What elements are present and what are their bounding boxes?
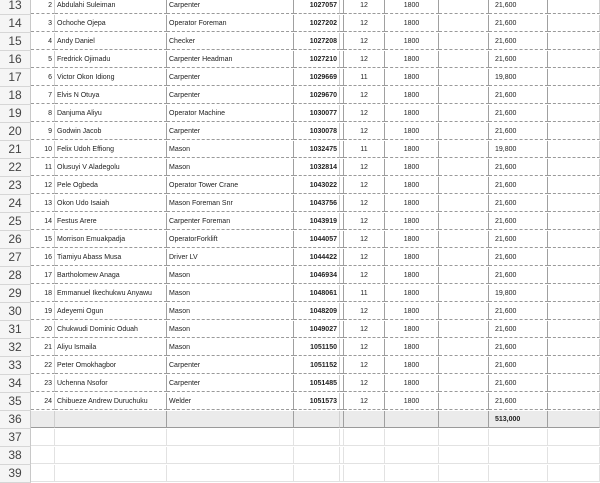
cell-worker-name[interactable]: Aliyu Ismaila: [55, 339, 167, 356]
table-row: [0, 51, 600, 69]
cell-empty[interactable]: [548, 375, 600, 392]
table-row: [0, 33, 600, 51]
cell-rate[interactable]: 1800: [385, 105, 439, 122]
cell-staff-id[interactable]: 1032814: [294, 159, 340, 176]
cell-empty[interactable]: [31, 411, 55, 428]
cell-empty[interactable]: [439, 69, 489, 86]
cell-worker-name[interactable]: Olusuyi V Aladegolu: [55, 159, 167, 176]
cell-total[interactable]: 21,600: [489, 303, 548, 320]
cell-serial-number[interactable]: 23: [31, 375, 55, 392]
cell-rate[interactable]: 1800: [385, 123, 439, 140]
table-row: [0, 213, 600, 231]
cell-empty[interactable]: [548, 339, 600, 356]
cell-position[interactable]: Mason: [167, 159, 294, 176]
cell-rate[interactable]: 1800: [385, 375, 439, 392]
cell-empty[interactable]: [439, 15, 489, 32]
cell-serial-number[interactable]: 15: [31, 231, 55, 248]
cell-worker-name[interactable]: Fredrick Ojimadu: [55, 51, 167, 68]
cell-empty[interactable]: [439, 393, 489, 410]
cell-days[interactable]: 11: [344, 285, 385, 302]
cell-days[interactable]: 12: [344, 15, 385, 32]
cell-rate[interactable]: 1800: [385, 339, 439, 356]
cell-rate[interactable]: 1800: [385, 303, 439, 320]
cell-position[interactable]: Mason Foreman Snr: [167, 195, 294, 212]
cell-days[interactable]: 12: [344, 231, 385, 248]
cell-worker-name[interactable]: Danjuma Aliyu: [55, 105, 167, 122]
cell-total[interactable]: 19,800: [489, 141, 548, 158]
cell-worker-name[interactable]: Tiamiyu Abass Musa: [55, 249, 167, 266]
cell-staff-id[interactable]: 1049027: [294, 321, 340, 338]
row-header[interactable]: 31: [0, 321, 31, 339]
table-row: [0, 303, 600, 321]
row-header[interactable]: 22: [0, 159, 31, 177]
cell-empty[interactable]: [548, 465, 600, 482]
cell-position[interactable]: Operator Foreman: [167, 15, 294, 32]
cell-empty[interactable]: [439, 357, 489, 374]
table-row: [0, 69, 600, 87]
cell-empty[interactable]: [548, 177, 600, 194]
cell-empty[interactable]: [548, 51, 600, 68]
cell-staff-id[interactable]: 1044057: [294, 231, 340, 248]
cell-empty[interactable]: [548, 33, 600, 50]
cell-empty[interactable]: [548, 303, 600, 320]
cell-empty[interactable]: [167, 429, 294, 446]
cell-empty[interactable]: [439, 429, 489, 446]
row-header[interactable]: 23: [0, 177, 31, 195]
cell-empty[interactable]: [489, 447, 548, 464]
cell-days[interactable]: 12: [344, 33, 385, 50]
cell-total[interactable]: 19,800: [489, 285, 548, 302]
cell-serial-number[interactable]: 2: [31, 0, 55, 14]
cell-empty[interactable]: [439, 267, 489, 284]
cell-empty[interactable]: [439, 447, 489, 464]
cell-serial-number[interactable]: 20: [31, 321, 55, 338]
cell-position[interactable]: Carpenter: [167, 123, 294, 140]
cell-position[interactable]: Mason: [167, 285, 294, 302]
cell-position[interactable]: Operator Machine: [167, 105, 294, 122]
cell-total[interactable]: 21,600: [489, 231, 548, 248]
cell-days[interactable]: 12: [344, 195, 385, 212]
cell-staff-id[interactable]: 1051152: [294, 357, 340, 374]
cell-days[interactable]: 11: [344, 69, 385, 86]
cell-worker-name[interactable]: Morrison Emuakpadja: [55, 231, 167, 248]
table-row: [0, 105, 600, 123]
cell-total[interactable]: 21,600: [489, 33, 548, 50]
cell-empty[interactable]: [31, 429, 55, 446]
cell-position[interactable]: Mason: [167, 303, 294, 320]
empty-row: [0, 447, 600, 465]
cell-total[interactable]: 21,600: [489, 105, 548, 122]
cell-worker-name[interactable]: Godwin Jacob: [55, 123, 167, 140]
cell-rate[interactable]: 1800: [385, 141, 439, 158]
cell-empty[interactable]: [439, 0, 489, 14]
cell-total[interactable]: 21,600: [489, 87, 548, 104]
cell-position[interactable]: Carpenter Headman: [167, 51, 294, 68]
cell-staff-id[interactable]: 1043756: [294, 195, 340, 212]
cell-empty[interactable]: [548, 249, 600, 266]
cell-empty[interactable]: [548, 123, 600, 140]
cell-staff-id[interactable]: 1046934: [294, 267, 340, 284]
total-row: [0, 411, 600, 429]
cell-empty[interactable]: [489, 465, 548, 482]
cell-worker-name[interactable]: Bartholomew Anaga: [55, 267, 167, 284]
cell-position[interactable]: Carpenter: [167, 69, 294, 86]
cell-empty[interactable]: [294, 411, 340, 428]
cell-empty[interactable]: [489, 429, 548, 446]
row-header[interactable]: 17: [0, 69, 31, 87]
cell-empty[interactable]: [439, 285, 489, 302]
cell-empty[interactable]: [548, 285, 600, 302]
cell-rate[interactable]: 1800: [385, 69, 439, 86]
cell-empty[interactable]: [439, 33, 489, 50]
table-row: [0, 0, 600, 15]
cell-empty[interactable]: [439, 375, 489, 392]
cell-rate[interactable]: 1800: [385, 33, 439, 50]
cell-days[interactable]: 12: [344, 321, 385, 338]
cell-worker-name[interactable]: Elvis N Otuya: [55, 87, 167, 104]
cell-staff-id[interactable]: 1029670: [294, 87, 340, 104]
cell-position[interactable]: Mason: [167, 267, 294, 284]
cell-empty[interactable]: [548, 267, 600, 284]
row-header[interactable]: 16: [0, 51, 31, 69]
cell-total[interactable]: 21,600: [489, 123, 548, 140]
cell-position[interactable]: Checker: [167, 33, 294, 50]
cell-total[interactable]: 21,600: [489, 321, 548, 338]
cell-empty[interactable]: [548, 15, 600, 32]
cell-empty[interactable]: [439, 411, 489, 428]
cell-rate[interactable]: 1800: [385, 0, 439, 14]
cell-rate[interactable]: 1800: [385, 213, 439, 230]
cell-empty[interactable]: [439, 177, 489, 194]
empty-row: [0, 465, 600, 483]
cell-empty[interactable]: [548, 141, 600, 158]
cell-staff-id[interactable]: 1051150: [294, 339, 340, 356]
cell-position[interactable]: Mason: [167, 339, 294, 356]
cell-staff-id[interactable]: 1051485: [294, 375, 340, 392]
cell-position[interactable]: Carpenter: [167, 357, 294, 374]
row-header[interactable]: 13: [0, 0, 31, 15]
cell-worker-name[interactable]: Okon Udo Isaiah: [55, 195, 167, 212]
cell-serial-number[interactable]: 5: [31, 51, 55, 68]
row-header[interactable]: 21: [0, 141, 31, 159]
cell-empty[interactable]: [439, 141, 489, 158]
cell-serial-number[interactable]: 16: [31, 249, 55, 266]
table-row: [0, 87, 600, 105]
cell-position[interactable]: Welder: [167, 393, 294, 410]
cell-serial-number[interactable]: 10: [31, 141, 55, 158]
cell-empty[interactable]: [439, 321, 489, 338]
cell-staff-id[interactable]: 1048209: [294, 303, 340, 320]
cell-empty[interactable]: [439, 213, 489, 230]
cell-empty[interactable]: [439, 339, 489, 356]
cell-total[interactable]: 21,600: [489, 339, 548, 356]
cell-empty[interactable]: [294, 465, 340, 482]
cell-total[interactable]: 21,600: [489, 393, 548, 410]
row-header[interactable]: 14: [0, 15, 31, 33]
cell-staff-id[interactable]: 1027202: [294, 15, 340, 32]
cell-total[interactable]: 21,600: [489, 375, 548, 392]
cell-serial-number[interactable]: 8: [31, 105, 55, 122]
cell-rate[interactable]: 1800: [385, 285, 439, 302]
cell-serial-number[interactable]: 24: [31, 393, 55, 410]
cell-empty[interactable]: [439, 123, 489, 140]
cell-empty[interactable]: [439, 51, 489, 68]
cell-empty[interactable]: [55, 465, 167, 482]
cell-staff-id[interactable]: 1048061: [294, 285, 340, 302]
table-row: [0, 249, 600, 267]
cell-rate[interactable]: 1800: [385, 195, 439, 212]
cell-serial-number[interactable]: 13: [31, 195, 55, 212]
cell-serial-number[interactable]: 7: [31, 87, 55, 104]
cell-total[interactable]: 21,600: [489, 51, 548, 68]
cell-position[interactable]: Carpenter: [167, 375, 294, 392]
cell-worker-name[interactable]: Chukwudi Dominic Oduah: [55, 321, 167, 338]
cell-worker-name[interactable]: Victor Okon Idiong: [55, 69, 167, 86]
table-row: [0, 267, 600, 285]
cell-serial-number[interactable]: 3: [31, 15, 55, 32]
cell-serial-number[interactable]: 19: [31, 303, 55, 320]
cell-empty[interactable]: [294, 429, 340, 446]
cell-worker-name[interactable]: Emmanuel Ikechukwu Anyawu: [55, 285, 167, 302]
cell-staff-id[interactable]: 1044422: [294, 249, 340, 266]
cell-worker-name[interactable]: Felix Udoh Effiong: [55, 141, 167, 158]
table-row: [0, 141, 600, 159]
cell-rate[interactable]: 1800: [385, 87, 439, 104]
cell-total[interactable]: 21,600: [489, 267, 548, 284]
empty-row: [0, 429, 600, 447]
cell-empty[interactable]: [548, 429, 600, 446]
row-header[interactable]: 34: [0, 375, 31, 393]
row-header[interactable]: 26: [0, 231, 31, 249]
cell-days[interactable]: 12: [344, 267, 385, 284]
cell-rate[interactable]: 1800: [385, 15, 439, 32]
cell-position[interactable]: OperatorForklift: [167, 231, 294, 248]
row-header[interactable]: 25: [0, 213, 31, 231]
cell-position[interactable]: Carpenter: [167, 87, 294, 104]
row-header[interactable]: 20: [0, 123, 31, 141]
table-row: [0, 375, 600, 393]
cell-empty[interactable]: [439, 465, 489, 482]
table-row: [0, 177, 600, 195]
cell-days[interactable]: 12: [344, 339, 385, 356]
row-header[interactable]: 30: [0, 303, 31, 321]
table-row: [0, 231, 600, 249]
cell-total[interactable]: 19,800: [489, 69, 548, 86]
cell-days[interactable]: 12: [344, 249, 385, 266]
cell-position[interactable]: Carpenter: [167, 0, 294, 14]
row-header[interactable]: 39: [0, 465, 31, 483]
table-row: [0, 285, 600, 303]
cell-rate[interactable]: 1800: [385, 177, 439, 194]
cell-empty[interactable]: [439, 159, 489, 176]
cell-staff-id[interactable]: 1043022: [294, 177, 340, 194]
cell-worker-name[interactable]: Festus Arere: [55, 213, 167, 230]
cell-grand-total[interactable]: 513,000: [489, 411, 548, 428]
cell-empty[interactable]: [294, 447, 340, 464]
cell-total[interactable]: 21,600: [489, 177, 548, 194]
cell-worker-name[interactable]: Abdulahi Suleiman: [55, 0, 167, 14]
cell-worker-name[interactable]: Uchenna Nsofor: [55, 375, 167, 392]
cell-empty[interactable]: [55, 429, 167, 446]
cell-rate[interactable]: 1800: [385, 357, 439, 374]
cell-empty[interactable]: [55, 447, 167, 464]
cell-staff-id[interactable]: 1029669: [294, 69, 340, 86]
cell-empty[interactable]: [548, 321, 600, 338]
cell-days[interactable]: 12: [344, 213, 385, 230]
cell-empty[interactable]: [439, 195, 489, 212]
cell-total[interactable]: 21,600: [489, 357, 548, 374]
cell-rate[interactable]: 1800: [385, 231, 439, 248]
cell-worker-name[interactable]: Peter Omokhagbor: [55, 357, 167, 374]
cell-total[interactable]: 21,600: [489, 0, 548, 14]
table-row: [0, 321, 600, 339]
cell-serial-number[interactable]: 6: [31, 69, 55, 86]
cell-position[interactable]: Mason: [167, 321, 294, 338]
cell-serial-number[interactable]: 14: [31, 213, 55, 230]
row-header[interactable]: 35: [0, 393, 31, 411]
cell-days[interactable]: 11: [344, 141, 385, 158]
table-row: [0, 357, 600, 375]
cell-rate[interactable]: 1800: [385, 159, 439, 176]
cell-worker-name[interactable]: Adeyemi Ogun: [55, 303, 167, 320]
cell-empty[interactable]: [439, 249, 489, 266]
cell-empty[interactable]: [344, 429, 385, 446]
cell-days[interactable]: 12: [344, 87, 385, 104]
cell-staff-id[interactable]: 1032475: [294, 141, 340, 158]
cell-position[interactable]: Operator Tower Crane: [167, 177, 294, 194]
cell-days[interactable]: 12: [344, 393, 385, 410]
cell-days[interactable]: 12: [344, 375, 385, 392]
cell-empty[interactable]: [548, 411, 600, 428]
table-row: [0, 15, 600, 33]
cell-serial-number[interactable]: 22: [31, 357, 55, 374]
cell-position[interactable]: Mason: [167, 141, 294, 158]
cell-days[interactable]: 12: [344, 303, 385, 320]
table-row: [0, 159, 600, 177]
cell-worker-name[interactable]: Ochoche Ojepa: [55, 15, 167, 32]
cell-empty[interactable]: [385, 465, 439, 482]
table-row: [0, 195, 600, 213]
cell-empty[interactable]: [167, 447, 294, 464]
row-header[interactable]: 33: [0, 357, 31, 375]
cell-days[interactable]: 12: [344, 105, 385, 122]
cell-days[interactable]: 12: [344, 177, 385, 194]
row-header[interactable]: 19: [0, 105, 31, 123]
row-header[interactable]: 18: [0, 87, 31, 105]
cell-staff-id[interactable]: 1030077: [294, 105, 340, 122]
cell-serial-number[interactable]: 18: [31, 285, 55, 302]
row-header[interactable]: 28: [0, 267, 31, 285]
cell-rate[interactable]: 1800: [385, 267, 439, 284]
cell-position[interactable]: Driver LV: [167, 249, 294, 266]
cell-empty[interactable]: [548, 69, 600, 86]
cell-staff-id[interactable]: 1051573: [294, 393, 340, 410]
cell-empty[interactable]: [167, 411, 294, 428]
row-header[interactable]: 38: [0, 447, 31, 465]
cell-empty[interactable]: [548, 105, 600, 122]
cell-total[interactable]: 21,600: [489, 15, 548, 32]
cell-total[interactable]: 21,600: [489, 213, 548, 230]
cell-staff-id[interactable]: 1027057: [294, 0, 340, 14]
row-header[interactable]: 15: [0, 33, 31, 51]
table-row: [0, 339, 600, 357]
cell-serial-number[interactable]: 9: [31, 123, 55, 140]
row-header[interactable]: 27: [0, 249, 31, 267]
cell-days[interactable]: 12: [344, 0, 385, 14]
table-row: [0, 393, 600, 411]
cell-rate[interactable]: 1800: [385, 249, 439, 266]
cell-empty[interactable]: [385, 447, 439, 464]
cell-total[interactable]: 21,600: [489, 195, 548, 212]
cell-total[interactable]: 21,600: [489, 159, 548, 176]
cell-empty[interactable]: [385, 411, 439, 428]
cell-empty[interactable]: [167, 465, 294, 482]
cell-empty[interactable]: [439, 303, 489, 320]
cell-serial-number[interactable]: 17: [31, 267, 55, 284]
row-header[interactable]: 29: [0, 285, 31, 303]
cell-empty[interactable]: [55, 411, 167, 428]
row-header[interactable]: 24: [0, 195, 31, 213]
cell-days[interactable]: 12: [344, 159, 385, 176]
cell-rate[interactable]: 1800: [385, 393, 439, 410]
cell-empty[interactable]: [439, 105, 489, 122]
cell-staff-id[interactable]: 1043919: [294, 213, 340, 230]
cell-days[interactable]: 12: [344, 51, 385, 68]
cell-position[interactable]: Carpenter Foreman: [167, 213, 294, 230]
cell-worker-name[interactable]: Chibueze Andrew Duruchuku: [55, 393, 167, 410]
cell-serial-number[interactable]: 12: [31, 177, 55, 194]
cell-empty[interactable]: [344, 411, 385, 428]
cell-empty[interactable]: [548, 393, 600, 410]
table-row: [0, 123, 600, 141]
cell-staff-id[interactable]: 1030078: [294, 123, 340, 140]
cell-days[interactable]: 12: [344, 357, 385, 374]
cell-empty[interactable]: [344, 447, 385, 464]
cell-rate[interactable]: 1800: [385, 51, 439, 68]
cell-serial-number[interactable]: 4: [31, 33, 55, 50]
cell-empty[interactable]: [31, 447, 55, 464]
cell-serial-number[interactable]: 11: [31, 159, 55, 176]
cell-empty[interactable]: [548, 357, 600, 374]
cell-serial-number[interactable]: 21: [31, 339, 55, 356]
cell-empty[interactable]: [548, 159, 600, 176]
cell-staff-id[interactable]: 1027210: [294, 51, 340, 68]
cell-empty[interactable]: [548, 195, 600, 212]
cell-staff-id[interactable]: 1027208: [294, 33, 340, 50]
cell-rate[interactable]: 1800: [385, 321, 439, 338]
cell-empty[interactable]: [385, 429, 439, 446]
cell-total[interactable]: 21,600: [489, 249, 548, 266]
row-header[interactable]: 32: [0, 339, 31, 357]
cell-empty[interactable]: [548, 447, 600, 464]
cell-empty[interactable]: [548, 213, 600, 230]
cell-worker-name[interactable]: Andy Daniel: [55, 33, 167, 50]
cell-empty[interactable]: [548, 0, 600, 14]
cell-days[interactable]: 12: [344, 123, 385, 140]
cell-worker-name[interactable]: Pele Ogbeda: [55, 177, 167, 194]
row-header[interactable]: 36: [0, 411, 31, 429]
cell-empty[interactable]: [439, 87, 489, 104]
cell-empty[interactable]: [548, 87, 600, 104]
cell-empty[interactable]: [344, 465, 385, 482]
cell-empty[interactable]: [548, 231, 600, 248]
cell-empty[interactable]: [31, 465, 55, 482]
row-header[interactable]: 37: [0, 429, 31, 447]
cell-empty[interactable]: [439, 231, 489, 248]
